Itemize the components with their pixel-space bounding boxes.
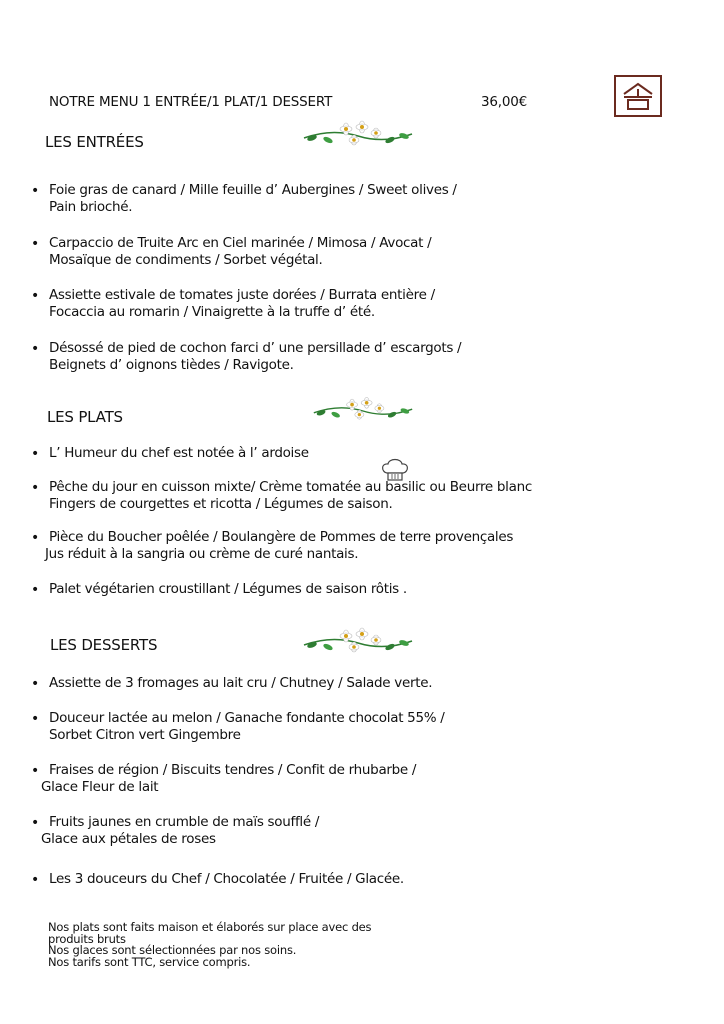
- list-item: Fruits jaunes en crumble de maïs soufflé / Glace aux pétales de roses: [41, 814, 320, 847]
- list-item: Foie gras de canard / Mille feuille d’ Aubergines / Sweet olives / Pain brioché.: [49, 182, 457, 215]
- flower-garland-icon: [302, 120, 414, 156]
- section-heading-desserts: LES DESSERTS: [50, 636, 158, 654]
- list-item: Pêche du jour en cuisson mixte/ Crème tomatée au basilic ou Beurre blanc Fingers de courgettes et ricotta / Légumes de saison.: [49, 479, 532, 512]
- list-item: Fraises de région / Biscuits tendres / Confit de rhubarbe / Glace Fleur de lait: [41, 762, 417, 795]
- restaurant-logo-icon: [614, 75, 662, 117]
- footer-line: Nos plats sont faits maison et élaborés sur place avec des: [48, 920, 372, 934]
- bullet-icon: •: [31, 815, 40, 831]
- list-item: Assiette de 3 fromages au lait cru / Chutney / Salade verte.: [49, 675, 433, 691]
- bullet-icon: •: [31, 530, 40, 546]
- flower-garland-icon: [302, 626, 414, 664]
- footer-note: [48, 922, 371, 968]
- bullet-icon: •: [31, 183, 40, 199]
- bullet-icon: •: [31, 288, 40, 304]
- flower-garland-icon: [312, 396, 414, 430]
- section-heading-entrees: LES ENTRÉES: [45, 133, 144, 151]
- bullet-icon: •: [31, 446, 40, 462]
- bullet-icon: •: [31, 582, 40, 598]
- list-item: L’ Humeur du chef est notée à l’ ardoise: [49, 445, 309, 461]
- bullet-icon: •: [31, 480, 40, 496]
- list-item: Pièce du Boucher poêlée / Boulangère de Pommes de terre provençales Jus réduit à la sangria ou crème de curé nantais.: [45, 529, 514, 562]
- footer-line: produits bruts: [48, 931, 126, 946]
- bullet-icon: •: [31, 763, 40, 779]
- list-item: Désossé de pied de cochon farci d’ une persillade d’ escargots / Beignets d’ oignons tièdes / Ravigote.: [49, 340, 462, 373]
- section-heading-plats: LES PLATS: [47, 408, 123, 426]
- bullet-icon: •: [31, 341, 40, 357]
- list-item: Les 3 douceurs du Chef / Chocolatée / Fruitée / Glacée.: [49, 871, 404, 887]
- list-item: Carpaccio de Truite Arc en Ciel marinée / Mimosa / Avocat / Mosaïque de condiments / Sorbet végétal.: [49, 235, 432, 268]
- bullet-icon: •: [31, 711, 40, 727]
- footer-line: Nos glaces sont sélectionnées par nos soins.: [48, 943, 297, 957]
- list-item: Assiette estivale de tomates juste dorées / Burrata entière / Focaccia au romarin / Vinaigrette à la truffe d’ été.: [49, 287, 435, 320]
- bullet-icon: •: [31, 676, 40, 692]
- menu-title: NOTRE MENU 1 ENTRÉE/1 PLAT/1 DESSERT: [49, 94, 333, 110]
- bullet-icon: •: [31, 236, 40, 252]
- menu-price: 36,00€: [481, 94, 528, 110]
- bullet-icon: •: [31, 872, 40, 888]
- list-item: Douceur lactée au melon / Ganache fondante chocolat 55% / Sorbet Citron vert Gingembre: [49, 710, 445, 743]
- list-item: Palet végétarien croustillant / Légumes de saison rôtis .: [49, 581, 407, 597]
- footer-line: Nos tarifs sont TTC, service compris.: [48, 954, 251, 969]
